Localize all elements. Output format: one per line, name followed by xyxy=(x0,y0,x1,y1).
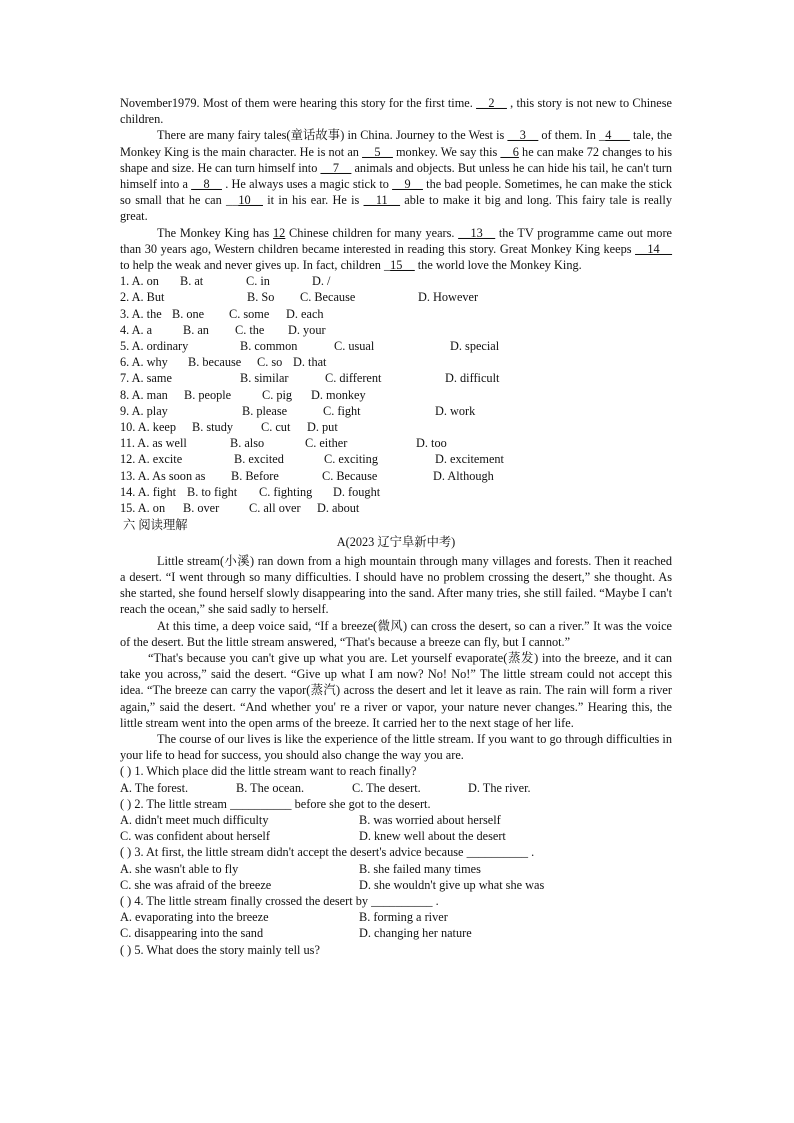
blank-2: __2__ xyxy=(476,96,507,110)
question-stem-4: ( ) 4. The little stream finally crossed the desert by __________ . xyxy=(120,893,439,908)
blank-14: __14__ xyxy=(635,241,672,256)
option-row: 12. A. excite B. excited C. exciting D. excitement xyxy=(120,452,504,467)
option-row: 2. A. But B. So C. Because D. However xyxy=(120,290,479,305)
choice-row xyxy=(120,925,672,941)
passage-paragraph: The course of our lives is like the experience of the little stream. If you want to go through difficulties in your life to head for success, you should also change the way you are. xyxy=(120,731,672,763)
blank-4: 4___ xyxy=(605,128,630,143)
option-row: 7. A. same B. similar C. different D. difficult xyxy=(120,371,500,386)
choice-row xyxy=(120,780,672,796)
choice-row xyxy=(120,909,672,925)
option-row: 15. A. on B. over C. all over D. about xyxy=(120,501,360,516)
choice-d[interactable]: D. changing her nature xyxy=(359,926,472,941)
choice-b[interactable]: B. she failed many times xyxy=(359,861,481,876)
choice-c[interactable]: C. she was afraid of the breeze xyxy=(120,877,272,892)
choice-row xyxy=(120,828,672,844)
option-row: 10. A. keep B. study C. cut D. put xyxy=(120,420,338,435)
cloze-options-list xyxy=(120,273,672,516)
choice-b[interactable]: B. forming a river xyxy=(359,910,448,925)
question-stem-2: ( ) 2. The little stream __________ before she got to the desert. xyxy=(120,796,431,811)
choice-row xyxy=(120,877,672,893)
option-row: 14. A. fight B. to fight C. fighting D. fought xyxy=(120,484,381,499)
section-heading: 六 阅读理解 xyxy=(123,518,188,533)
blank-5: __5__ xyxy=(362,144,393,159)
question-stem-5: ( ) 5. What does the story mainly tell us? xyxy=(120,942,320,957)
choice-d[interactable]: D. knew well about the desert xyxy=(359,829,506,844)
blank-6: __6 xyxy=(500,144,519,159)
passage-paragraph: “That's because you can't give up what you are. Let yourself evaporate(蒸发) into the breeze, and it can take you across,” said the desert. “Give up what I am now? No! No!” The little stream could not accept this idea. “The breeze can carry the vapor(蒸汽) across the desert and let it leave as rain. The rain will form a river again,” said the desert. “And whether you' re a river or vapor, your nature never changes.” Hearing this, the little stream went into the open arms of the breeze. It carried her to the next stage of her life. xyxy=(120,650,672,730)
choice-b[interactable]: B. The ocean. xyxy=(236,780,305,795)
blank-11: __11__ xyxy=(363,193,400,208)
question-stem-1: ( ) 1. Which place did the little stream want to reach finally? xyxy=(120,764,417,779)
cloze-paragraph-2: The Monkey King has 12 Chinese children for many years. __13__ the TV programme came out more than 30 years ago, Western children became interested in reading this story. Great Monkey King keeps __14__ to help the weak and never gives up. In fact, children _15__ the world love the Monkey King. xyxy=(120,225,672,273)
choice-a[interactable]: A. didn't meet much difficulty xyxy=(120,812,269,827)
cloze-paragraph-0: November1979. Most of them were hearing this story for the first time. __2__ , this story is not new to Chinese children. xyxy=(120,96,672,127)
option-row: 5. A. ordinary B. common C. usual D. special xyxy=(120,339,500,354)
option-row: 9. A. play B. please C. fight D. work xyxy=(120,403,476,418)
blank-8: __8__ xyxy=(191,177,222,192)
blank-3: __3__ xyxy=(507,128,539,143)
choice-row xyxy=(120,861,672,877)
blank-9: __9__ xyxy=(392,177,423,192)
choice-c[interactable]: C. was confident about herself xyxy=(120,829,270,844)
option-row: 8. A. man B. people C. pig D. monkey xyxy=(120,387,366,402)
option-row: 1. A. on B. at C. in D. / xyxy=(120,274,331,289)
choice-a[interactable]: A. she wasn't able to fly xyxy=(120,861,239,876)
question-stem-3: ( ) 3. At first, the little stream didn't accept the desert's advice because __________ . xyxy=(120,845,535,860)
choice-d[interactable]: D. The river. xyxy=(468,780,531,795)
blank-12: 12 xyxy=(272,225,286,240)
option-row: 6. A. why B. because C. so D. that xyxy=(120,355,327,370)
blank-7: __7__ xyxy=(320,160,352,175)
passage-paragraph: Little stream(小溪) ran down from a high mountain through many villages and forests. Then it reached a desert. “I went through so many difficulties. I should have no problem crossing the desert,” she thought. As she started, she found herself slowly disappearing into the sand. After many tries, she still failed. “Maybe I can't reach the ocean,” she said sadly to herself. xyxy=(120,553,672,617)
choice-a[interactable]: A. The forest. xyxy=(120,780,189,795)
option-row: 11. A. as well B. also C. either D. too xyxy=(120,436,447,451)
cloze-paragraph-1: There are many fairy tales(童话故事) in China. Journey to the West is __3__ of them. In _4___ tale, the Monkey King is the main character. He is not an __5__ monkey. We say this __6 he can make 72 changes to his shape and size. He can turn himself into __7__ animals and objects. But unless he can hide his tail, he can't turn himself into a __8__ . He always uses a magic stick to __9__ the bad people. Sometimes, he can make the stick so small that he can __10__ it in his ear. He is __11__ able to make it big and long. This fairy tale is really great. xyxy=(120,128,673,224)
choice-b[interactable]: B. was worried about herself xyxy=(359,812,501,827)
option-row: 4. A. a B. an C. the D. your xyxy=(120,322,326,337)
choice-a[interactable]: A. evaporating into the breeze xyxy=(120,910,269,925)
blank-15: 15__ xyxy=(390,258,415,273)
choice-c[interactable]: C. disappearing into the sand xyxy=(120,926,264,941)
blank-13: __13__ xyxy=(458,225,496,240)
option-row: 3. A. the B. one C. some D. each xyxy=(120,306,324,321)
questions-list xyxy=(120,763,672,957)
passage-paragraph: At this time, a deep voice said, “If a breeze(微风) can cross the desert, so can a river.” It was the voice of the desert. But the little stream answered, “That's because a breeze can fly, but I cannot.” xyxy=(120,618,672,649)
blank-10: 10__ xyxy=(238,193,263,208)
choice-row xyxy=(120,812,672,828)
choice-d[interactable]: D. she wouldn't give up what she was xyxy=(359,877,545,892)
passage-title: A(2023 辽宁阜新中考) xyxy=(336,535,456,550)
option-row: 13. A. As soon as B. Before C. Because D. Although xyxy=(120,468,494,483)
choice-c[interactable]: C. The desert. xyxy=(352,780,421,795)
worksheet-page xyxy=(120,95,672,958)
